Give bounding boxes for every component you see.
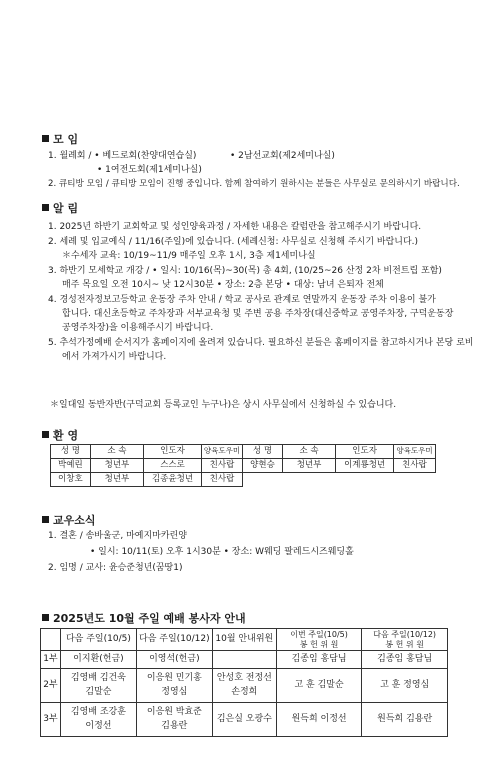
welcome-header-row <box>51 445 436 459</box>
welcome-cell: 이계룡청년 <box>336 459 394 473</box>
welcome-cell: 스스로 <box>144 459 202 473</box>
welcome-empty-cell <box>282 473 335 487</box>
servers-row-label: 3부 <box>41 703 61 737</box>
servers-cell <box>212 669 276 703</box>
square-bullet-icon <box>42 135 49 142</box>
servers-header-line: 다음 주일(10/12) <box>373 630 437 640</box>
square-bullet-icon <box>42 431 49 438</box>
servers-header-line: 이번 주일(10/5) <box>290 630 348 640</box>
table-row <box>51 473 436 487</box>
notice-line-7: 합니다. 대신초등학교 주차장과 서부교육청 및 주변 공용 주차장(대신중학교 공영주차장, 구덕운동장 <box>62 309 454 319</box>
servers-cell: 고 훈 정영심 <box>362 669 448 703</box>
meeting-section-title: 모 임 <box>42 133 78 148</box>
servers-cell <box>60 669 136 703</box>
welcome-cell: 청년부 <box>90 459 143 473</box>
welcome-empty-cell <box>393 473 435 487</box>
servers-cell: 김종임 홍담님 <box>276 651 362 669</box>
welcome-cell: 박예린 <box>51 459 91 473</box>
servers-cell: 원득희 김용란 <box>362 703 448 737</box>
welcome-cell: 친사랍 <box>201 459 242 473</box>
servers-cell-line: 김영배 김건욱 <box>70 673 126 684</box>
welcome-header-cell: 양육도우미 <box>393 445 435 459</box>
members-section-title: 교우소식 <box>42 514 96 529</box>
servers-cell: 원득희 이정선 <box>276 703 362 737</box>
servers-cell: 고 훈 김말순 <box>276 669 362 703</box>
servers-cell <box>136 669 212 703</box>
servers-header-cell <box>362 629 448 651</box>
welcome-header-cell: 성 명 <box>51 445 91 459</box>
servers-cell-line: 김용란 <box>161 720 188 731</box>
servers-cell: 이지환(헌금) <box>60 651 136 669</box>
servers-cell: 이영석(헌금) <box>136 651 212 669</box>
servers-header-row <box>41 629 448 651</box>
notice-line-9: 5. 추석가정예배 순서지가 홈페이지에 올려져 있습니다. 필요하신 분들은 홈페이지를 참고하시거나 본당 로비 <box>48 338 474 348</box>
notice-line-8: 공영주차장)을 이용해주시기 바랍니다. <box>62 323 214 333</box>
notice-line-5: 매주 목요일 오전 10시~ 낮 12시30분 • 장소: 2층 본당 • 대상: 남녀 은퇴자 전체 <box>62 280 384 290</box>
servers-cell <box>136 703 212 737</box>
servers-section-title: 2025년도 10월 주일 예배 봉사자 안내 <box>42 612 246 627</box>
welcome-cell: 친사랍 <box>201 473 242 487</box>
welcome-header-cell: 성 명 <box>243 445 283 459</box>
notice-line-2: 2. 세례 및 입교예식 / 11/16(주일)에 있습니다. (세례신청: 사무실로 신청해 주시기 바랍니다.) <box>48 237 419 247</box>
servers-cell <box>60 703 136 737</box>
notice-line-10: 에서 가져가시기 바랍니다. <box>62 352 167 362</box>
welcome-table <box>50 444 436 487</box>
servers-header-cell: 다음 주일(10/12) <box>136 629 212 651</box>
welcome-empty-cell <box>336 473 394 487</box>
welcome-header-cell: 인도자 <box>144 445 202 459</box>
servers-header-cell <box>276 629 362 651</box>
welcome-header-cell: 소 속 <box>282 445 335 459</box>
welcome-header-cell: 소 속 <box>90 445 143 459</box>
notice-section-title: 알 림 <box>42 202 78 217</box>
welcome-cell: 이창호 <box>51 473 91 487</box>
welcome-cell: 김종윤청년 <box>144 473 202 487</box>
welcome-section-title: 환 영 <box>42 429 78 444</box>
servers-cell-line: 이정선 <box>85 720 112 731</box>
square-bullet-icon <box>42 614 49 621</box>
servers-header-cell: 다음 주일(10/5) <box>60 629 136 651</box>
servers-cell-line: 손정희 <box>231 686 258 697</box>
welcome-header-cell: 인도자 <box>336 445 394 459</box>
meeting-item-1b: • 2남선교회(제2세미나실) <box>230 151 335 161</box>
table-row <box>41 703 448 737</box>
members-line-3: 2. 임명 / 교사: 윤승준청년(꿈땅1) <box>48 563 183 573</box>
servers-cell-line: 이응원 박효준 <box>146 707 202 718</box>
servers-cell-line: 김영배 조강훈 <box>70 707 126 718</box>
servers-cell-line: 이응원 민기홍 <box>146 673 202 684</box>
servers-cell-line: 김말순 <box>85 686 112 697</box>
servers-cell-line: 안성호 전정선 <box>216 673 272 684</box>
table-row <box>51 459 436 473</box>
meeting-item-1c: • 1여전도회(제1세미나실) <box>97 165 202 175</box>
servers-cell: 김종임 홍담님 <box>362 651 448 669</box>
servers-row-label: 2부 <box>41 669 61 703</box>
meeting-item-2: 2. 큐티방 모임 / 큐티방 모임이 진행 중입니다. 함께 참여하기 원하시는 분들은 사무실로 문의하시기 바랍니다. <box>48 179 460 189</box>
table-row <box>41 651 448 669</box>
servers-cell <box>212 651 276 669</box>
servers-cell-line: 정영심 <box>161 686 188 697</box>
welcome-cell: 친사랍 <box>393 459 435 473</box>
welcome-cell: 청년부 <box>282 459 335 473</box>
servers-header-line: 봉 헌 위 원 <box>385 639 424 649</box>
welcome-header-cell: 양육도우미 <box>201 445 242 459</box>
welcome-empty-cell <box>243 473 283 487</box>
servers-cell: 김은실 오광수 <box>212 703 276 737</box>
square-bullet-icon <box>42 516 49 523</box>
servers-table <box>40 628 448 737</box>
table-row <box>41 669 448 703</box>
servers-header-line: 봉 헌 위 원 <box>299 639 339 649</box>
square-bullet-icon <box>42 204 49 211</box>
servers-row-label: 1부 <box>41 651 61 669</box>
notice-line-6: 4. 경성전자정보고등학교 운동장 주차 안내 / 학교 공사로 관계로 연말까지 운동장 주차 이용이 불가 <box>48 295 436 305</box>
members-line-2: • 일시: 10/11(토) 오후 1시30분 • 장소: W웨딩 팔레드시즈웨딩홀 <box>90 547 354 557</box>
notice-line-1: 1. 2025년 하반기 교회학교 및 성인양육과정 / 자세한 내용은 칼럼란을 참고해주시기 바랍니다. <box>48 222 422 232</box>
members-line-1: 1. 결혼 / 송바울군, 마예지마카린양 <box>48 531 187 541</box>
servers-header-cell <box>41 629 61 651</box>
welcome-cell: 청년부 <box>90 473 143 487</box>
servers-header-cell: 10월 안내위원 <box>212 629 276 651</box>
notice-footnote: ＊일대일 동반자반(구덕교회 등록교인 누구나)은 상시 사무실에서 신청하실 수 있습니다. <box>50 400 397 410</box>
meeting-item-1: 1. 월례회 / • 베드로회(찬양대연습실) <box>48 151 197 161</box>
notice-line-4: 3. 하반기 모세학교 개강 / • 일시: 10/16(목)~30(목) 총 4회, (10/25~26 산정 2차 비전트립 포함) <box>48 266 442 276</box>
welcome-cell: 양현승 <box>243 459 283 473</box>
notice-line-3: ＊수세자 교육: 10/19~11/9 매주일 오후 1시, 3층 제1세미나실 <box>62 251 316 261</box>
